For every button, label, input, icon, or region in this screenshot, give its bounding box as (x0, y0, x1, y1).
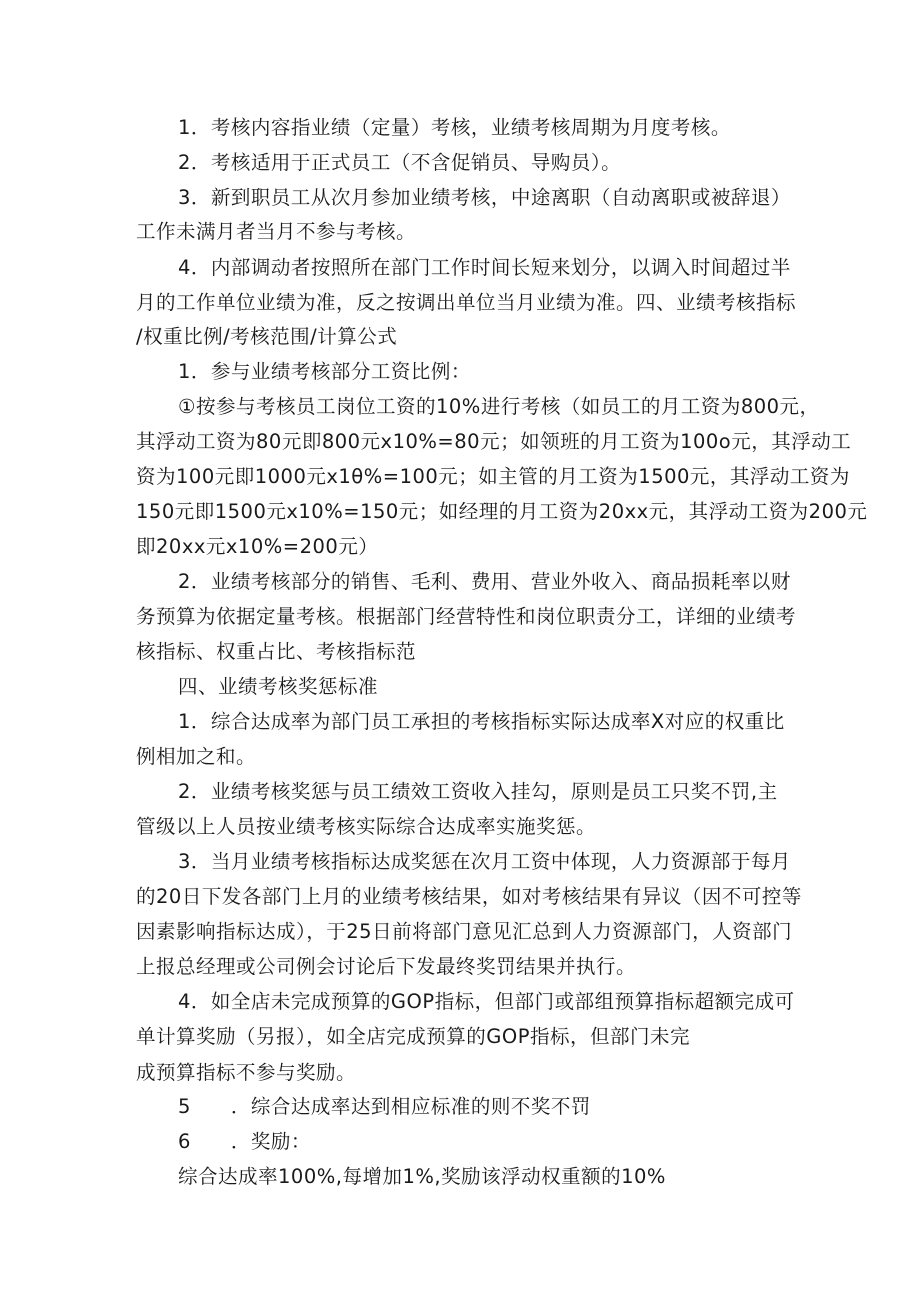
text-line: 1．考核内容指业绩（定量）考核，业绩考核周期为月度考核。 (178, 116, 731, 139)
text-line: 例相加之和。 (136, 745, 257, 768)
text-line: 2．业绩考核部分的销售、毛利、费用、营业外收入、商品损耗率以财 (178, 570, 791, 593)
text-line: 3．新到职员工从次月参加业绩考核，中途离职（自动离职或被辞退） (178, 186, 791, 209)
text-line: 即20xx元x10%=200元） (136, 535, 379, 558)
text-line: 的20日下发各部门上月的业绩考核结果，如对考核结果有异议（因不可控等 (136, 885, 802, 908)
text-line: /权重比例/考核范围/计算公式 (136, 325, 398, 348)
text-line: 1．综合达成率为部门员工承担的考核指标实际达成率X对应的权重比 (178, 710, 785, 733)
text-line: 上报总经理或公司例会讨论后下发最终奖罚结果并执行。 (136, 955, 637, 978)
text-line: 4．如全店未完成预算的GOP指标，但部门或部组预算指标超额完成可 (178, 990, 795, 1013)
text-line: ①按参与考核员工岗位工资的10%进行考核（如员工的月工资为800元， (178, 395, 820, 418)
text-line: 因素影响指标达成），于25日前将部门意见汇总到人力资源部门，人资部门 (136, 920, 793, 943)
text-line: 工作未满月者当月不参与考核。 (136, 220, 417, 243)
text-line: 管级以上人员按业绩考核实际综合达成率实施奖惩。 (136, 815, 597, 838)
text-line: 4．内部调动者按照所在部门工作时间长短来划分，以调入时间超过半 (178, 256, 791, 279)
text-line: 2．考核适用于正式员工（不含促销员、导购员）。 (178, 151, 622, 174)
text-line: 务预算为依据定量考核。根据部门经营特性和岗位职责分工，详细的业绩考 (136, 605, 797, 628)
text-line: 月的工作单位业绩为准，反之按调出单位当月业绩为准。四、业绩考核指标 (136, 291, 797, 314)
section-heading: 四、业绩考核奖惩标准 (178, 675, 379, 698)
text-line: 其浮动工资为80元即800元x10%=80元；如领班的月工资为100o元，其浮动工 (136, 430, 852, 453)
text-line: 综合达成率100%,每增加1%,奖励该浮动权重额的10% (178, 1165, 666, 1188)
text-line: 3．当月业绩考核指标达成奖惩在次月工资中体现，人力资源部于每月 (178, 850, 791, 873)
text-line: 1．参与业绩考核部分工资比例： (178, 360, 471, 383)
text-line: 150元即1500元x10%=150元；如经理的月工资为20xx元，其浮动工资为200元 (136, 500, 868, 523)
text-line: 资为100元即1000元x1θ%=100元；如主管的月工资为1500元，其浮动工资为 (136, 465, 850, 488)
text-line: 成预算指标不参与奖励。 (136, 1061, 357, 1084)
text-line: 核指标、权重占比、考核指标范 (136, 640, 417, 663)
text-line: 2．业绩考核奖惩与员工绩效工资收入挂勾，原则是员工只奖不罚,主 (178, 780, 778, 803)
text-line: 单计算奖励（另报），如全店完成预算的GOP指标，但部门未完 (136, 1025, 690, 1048)
text-line: 6 ．奖励： (178, 1130, 311, 1153)
text-line: 5 ．综合达成率达到相应标准的则不奖不罚 (178, 1095, 591, 1118)
